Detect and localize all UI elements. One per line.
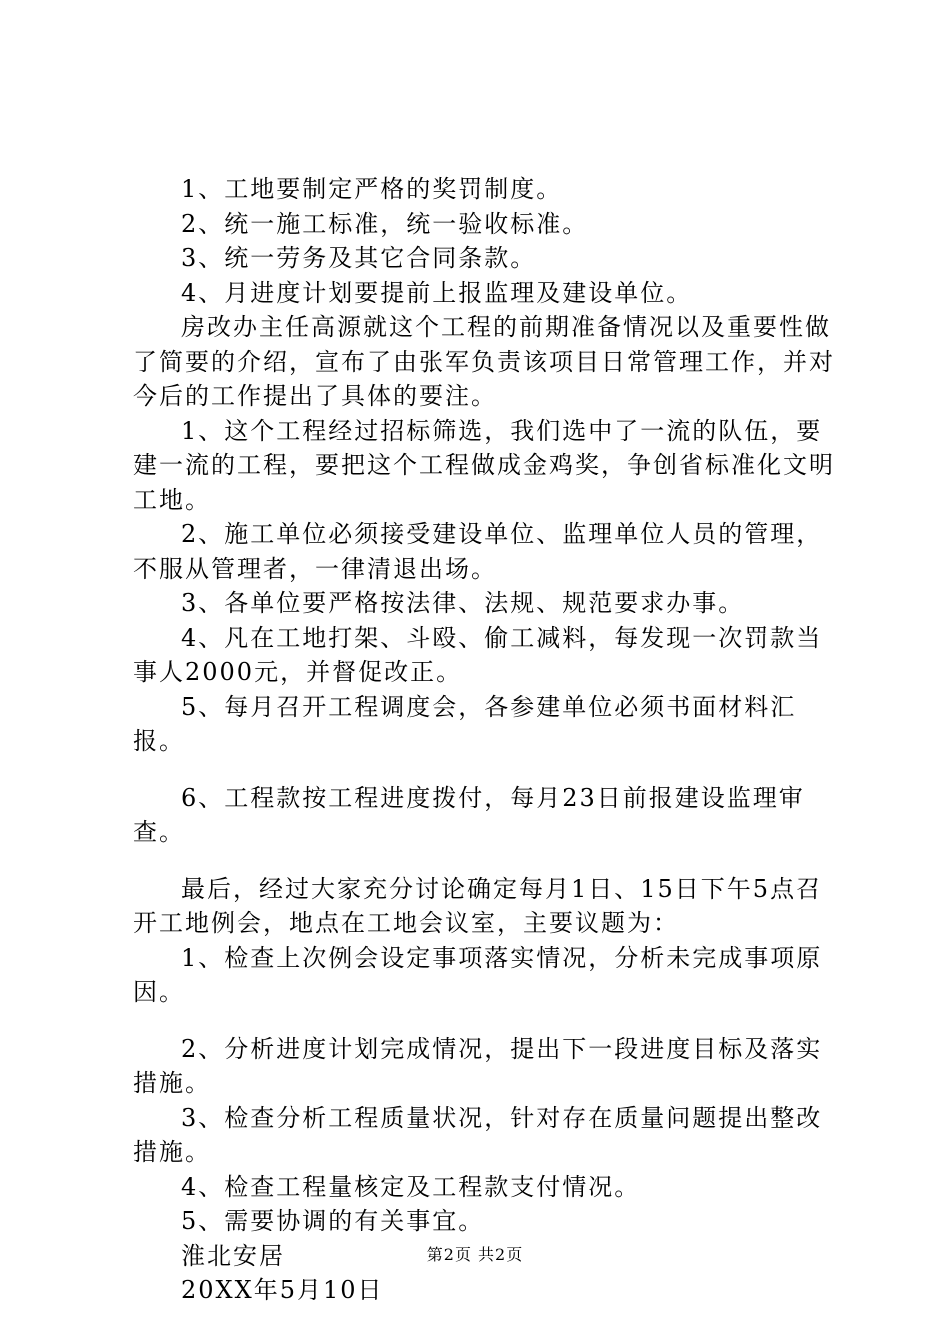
- signature-date: 20XX年5月10日: [181, 1276, 384, 1304]
- paragraph: 2、施工单位必须接受建设单位、监理单位人员的管理，不服从管理者，一律清退出场。: [133, 520, 823, 583]
- paragraph: 2、统一施工标准，统一验收标准。: [181, 209, 589, 238]
- document-body: [133, 172, 843, 1308]
- paragraph: 3、各单位要严格按法律、法规、规范要求办事。: [181, 589, 745, 617]
- paragraph-gap: [133, 1010, 843, 1032]
- paragraph: 4、月进度计划要提前上报监理及建设单位。: [181, 278, 693, 307]
- paragraph: 3、检查分析工程质量状况，针对存在质量问题提出整改措施。: [133, 1103, 823, 1166]
- paragraph: 5、每月召开工程调度会，各参建单位必须书面材料汇报。: [133, 692, 797, 755]
- paragraph: 最后，经过大家充分讨论确定每月1日、15日下午5点召开工地例会，地点在工地会议室，主要议题为：: [133, 874, 823, 937]
- paragraph: 2、分析进度计划完成情况，提出下一段进度目标及落实措施。: [133, 1034, 823, 1097]
- paragraph: 房改办主任高源就这个工程的前期准备情况以及重要性做了简要的介绍，宣布了由张军负责该项目日常管理工作，并对今后的工作提出了具体的要注。: [133, 313, 835, 410]
- paragraph-gap: [133, 850, 843, 872]
- paragraph: 3、统一劳务及其它合同条款。: [181, 244, 537, 272]
- paragraph: 4、检查工程量核定及工程款支付情况。: [181, 1172, 641, 1201]
- paragraph-gap: [133, 759, 843, 781]
- paragraph: 1、这个工程经过招标筛选，我们选中了一流的队伍，要建一流的工程，要把这个工程做成金鸡奖，争创省标准化文明工地。: [133, 416, 835, 514]
- page-footer: 第2页 共2页: [426, 1245, 524, 1264]
- paragraph: 5、需要协调的有关事宜。: [181, 1207, 485, 1235]
- paragraph: 1、工地要制定严格的奖罚制度。: [181, 175, 563, 203]
- signature-organization: 淮北安居: [181, 1241, 285, 1270]
- paragraph: 6、工程款按工程进度拨付，每月23日前报建设监理审查。: [133, 783, 805, 846]
- paragraph: 4、凡在工地打架、斗殴、偷工减料，每发现一次罚款当事人2000元，并督促改正。: [133, 623, 823, 686]
- paragraph: 1、检查上次例会设定事项落实情况，分析未完成事项原因。: [133, 943, 823, 1006]
